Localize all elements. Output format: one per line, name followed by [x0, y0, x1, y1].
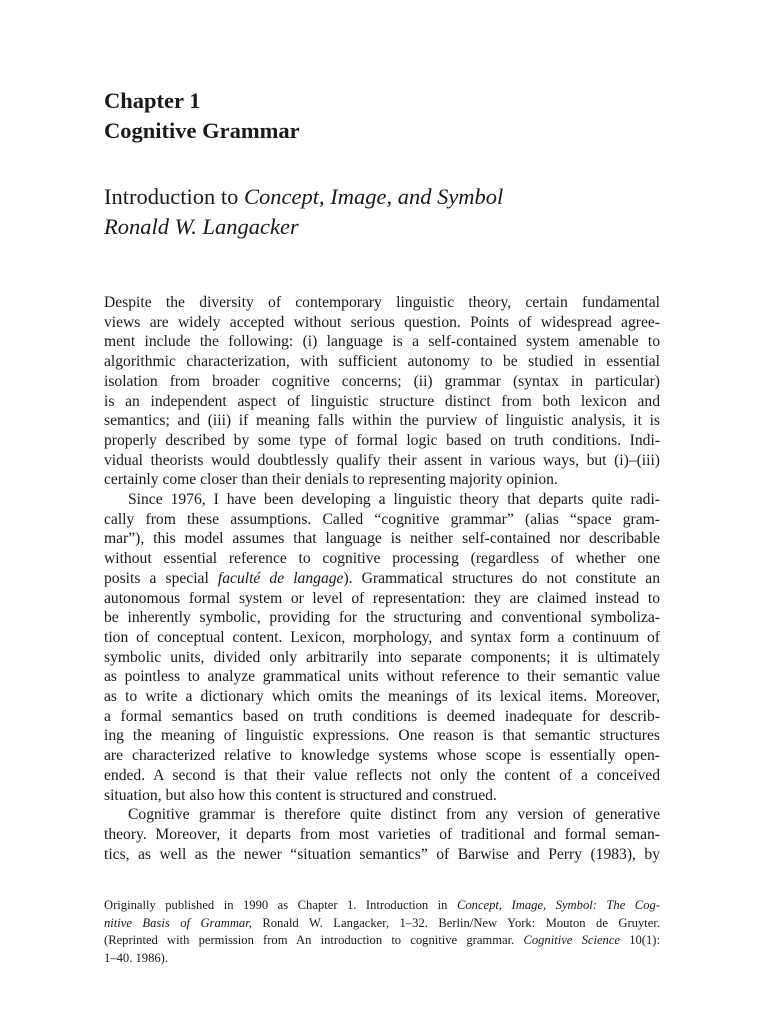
author-name	[104, 212, 664, 242]
italic-term: nitive Basis of Grammar,	[104, 915, 252, 930]
text-fragment: (Reprinted with permission from An introduction to cognitive grammar.	[104, 933, 524, 947]
book-title: Concept, Image, and Symbol	[243, 184, 504, 209]
footnote-line	[104, 915, 660, 933]
text-line: Since 1976, I have been developing a linguistic theory that departs quite radi-	[128, 491, 660, 509]
text-line: is an independent aspect of linguistic structure distinct from both lexicon and	[104, 392, 660, 410]
text-line: are characterized relative to knowledge systems whose scope is essentially open-	[104, 747, 660, 765]
body-text	[104, 293, 660, 864]
text-line: algorithmic characterization, with sufficient autonomy to be studied in essential	[104, 353, 660, 371]
text-line: without essential reference to cognitive processing (regardless of whether one	[104, 550, 660, 568]
footnote-line: 1–40. 1986).	[104, 950, 169, 965]
text-line: views are widely accepted without serious question. Points of widespread agree-	[104, 313, 660, 331]
text-line: semantics; and (iii) if meaning falls within the purview of linguistic analysis, it is	[104, 412, 660, 430]
text-line: tion of conceptual content. Lexicon, morphology, and syntax form a continuum of	[104, 628, 660, 646]
paragraph-1	[104, 293, 660, 490]
paragraph-2	[104, 490, 660, 805]
text-fragment: Originally published in 1990 as Chapter 1. Introduction in	[104, 898, 457, 912]
chapter-heading	[104, 86, 664, 146]
text-line: as pointless to analyze grammatical units without reference to their semantic value	[104, 668, 660, 686]
intro-heading	[104, 182, 664, 242]
italic-term: Concept, Image, Symbol: The Cog-	[456, 898, 660, 912]
text-line: vidual theorists would doubtlessly qualify their assent in various ways, but (i)–(iii)	[104, 451, 660, 469]
author-text: Ronald W. Langacker	[104, 214, 299, 239]
text-fragment: posits a special	[104, 569, 218, 587]
text-line: properly described by some type of formal logic based on truth conditions. Indi-	[104, 431, 660, 449]
intro-title-line	[104, 182, 664, 212]
text-line: Despite the diversity of contemporary linguistic theory, certain fundamental	[104, 294, 660, 311]
text-line: tics, as well as the newer “situation semantics” of Barwise and Perry (1983), by	[104, 845, 660, 863]
text-line: Cognitive grammar is therefore quite distinct from any version of generative	[128, 806, 660, 824]
footnote	[104, 897, 660, 967]
italic-term: faculté de langage	[217, 569, 344, 587]
text-line: as to write a dictionary which omits the meanings of its lexical items. Moreover,	[104, 688, 660, 706]
intro-prefix: Introduction to	[104, 184, 244, 209]
footnote-line	[104, 932, 660, 950]
text-line: ing the meaning of linguistic expressions. One reason is that semantic structures	[104, 727, 660, 745]
text-line: theory. Moreover, it departs from most varieties of traditional and formal seman-	[104, 825, 660, 843]
text-line: a formal semantics based on truth conditions is deemed inadequate for describ-	[104, 707, 660, 725]
text-line: mar”), this model assumes that language is neither self-contained nor describable	[104, 530, 660, 548]
chapter-title: Cognitive Grammar	[104, 118, 300, 143]
footnote-line	[104, 897, 660, 915]
text-fragment: Ronald W. Langacker, 1–32. Berlin/New York: Mouton de Gruyter.	[251, 915, 661, 930]
paragraph-3	[104, 805, 660, 864]
text-line: be inherently symbolic, providing for the structuring and conventional symboliza-	[104, 609, 660, 627]
text-fragment: ). Grammatical structures do not constitute an	[343, 569, 660, 587]
text-line: situation, but also how this content is structured and construed.	[104, 786, 497, 804]
text-fragment: 10(1):	[620, 933, 660, 947]
text-line: symbolic units, divided only arbitrarily into separate components; it is ultimately	[104, 648, 660, 666]
text-line: cally from these assumptions. Called “cognitive grammar” (alias “space gram-	[104, 510, 660, 528]
text-line: ment include the following: (i) language is a self-contained system amenable to	[104, 333, 660, 351]
text-line	[104, 569, 660, 589]
text-line: ended. A second is that their value reflects not only the content of a conceived	[104, 766, 660, 784]
italic-term: Cognitive Science	[523, 933, 621, 947]
chapter-number: Chapter 1	[104, 88, 201, 113]
text-line: certainly come closer than their denials to representing majority opinion.	[104, 471, 558, 489]
text-line: isolation from broader cognitive concerns; (ii) grammar (syntax in particular)	[104, 372, 660, 390]
text-line: autonomous formal system or level of representation: they are claimed instead to	[104, 589, 660, 607]
